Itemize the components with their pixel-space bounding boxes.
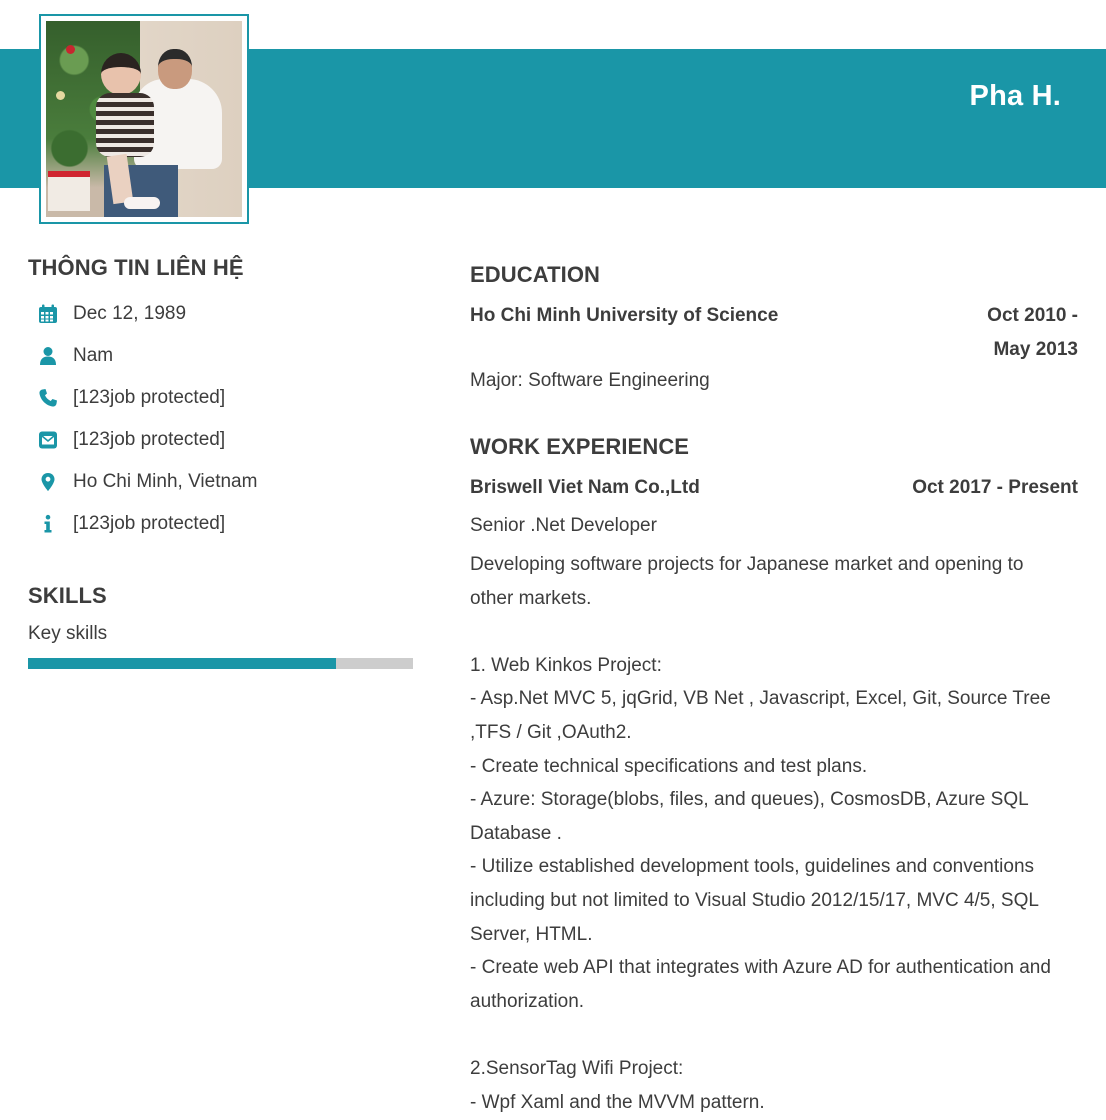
work-company: Briswell Viet Nam Co.,Ltd [470,477,700,498]
contact-birthday: Dec 12, 1989 [73,303,187,324]
work-description-line: - Create web API that integrates with Azure AD for authentication and [470,957,1051,979]
profile-photo-frame [39,14,249,224]
skill-progress-bar [28,658,413,669]
contact-email: [123job protected] [73,429,226,450]
contact-address: Ho Chi Minh, Vietnam [73,471,258,492]
education-date-start: Oct 2010 - [987,305,1078,326]
work-description-line: - Azure: Storage(blobs, files, and queues), CosmosDB, Azure SQL [470,789,1029,811]
contact-section-title: THÔNG TIN LIÊN HỆ [28,255,244,280]
work-description-line: - Utilize established development tools, guidelines and conventions [470,856,1035,878]
envelope-icon [28,428,66,452]
education-major: Major: Software Engineering [470,370,710,391]
contact-phone: [123job protected] [73,387,226,408]
contact-item-info [28,503,428,545]
work-description-line [470,1018,1078,1052]
work-position: Senior .Net Developer [470,515,657,536]
work-dates: Oct 2017 - Present [912,477,1078,498]
calendar-icon [28,302,66,326]
candidate-name: Pha H. [969,80,1061,112]
photo-ornament [66,45,75,54]
skill-label: Key skills [28,623,108,644]
education-date-end: May 2013 [993,339,1078,360]
photo-gift [48,171,90,211]
skill-progress-fill [28,658,336,669]
work-description-line [470,615,1078,649]
work-entry-header [470,471,1078,505]
education-dates [987,299,1078,367]
contact-item-gender [28,335,428,377]
work-description-line: - Create technical specifications and test plans. [470,755,868,777]
work-description-line: Server, HTML. [470,923,593,945]
info-icon [28,512,66,536]
work-description-line: authorization. [470,990,585,1012]
contact-item-phone [28,377,428,419]
photo-ornament [56,91,65,100]
work-description-line: including but not limited to Visual Studio 2012/15/17, MVC 4/5, SQL [470,889,1039,911]
work-description-line: - Wpf Xaml and the MVVM pattern. [470,1091,765,1113]
work-description-line: Database . [470,822,562,844]
map-marker-icon [28,470,66,494]
photo-man-head [158,49,192,89]
contact-item-email [28,419,428,461]
work-description-line: ,TFS / Git ,OAuth2. [470,721,632,743]
photo-shoe [124,197,160,209]
contact-gender: Nam [73,345,114,366]
user-icon [28,344,66,368]
work-section-title: WORK EXPERIENCE [470,434,690,459]
education-school: Ho Chi Minh University of Science [470,305,779,326]
contact-list [28,293,428,545]
contact-info: [123job protected] [73,513,226,534]
work-description-line: 1. Web Kinkos Project: [470,654,662,676]
work-description-line: other markets. [470,587,592,609]
education-section-title: EDUCATION [470,262,601,287]
skills-section-title: SKILLS [28,583,107,608]
education-entry [470,299,1078,367]
contact-item-birthday [28,293,428,335]
contact-item-address [28,461,428,503]
phone-icon [28,386,66,410]
profile-photo [46,21,242,217]
work-description-line: Developing software projects for Japanese market and opening to [470,554,1024,575]
work-description-line: - Asp.Net MVC 5, jqGrid, VB Net , Javascript, Excel, Git, Source Tree [470,688,1051,710]
photo-girl [96,93,154,157]
photo-girl-head [101,53,141,95]
work-description [470,548,1078,1119]
work-description-line: 2.SensorTag Wifi Project: [470,1057,684,1079]
